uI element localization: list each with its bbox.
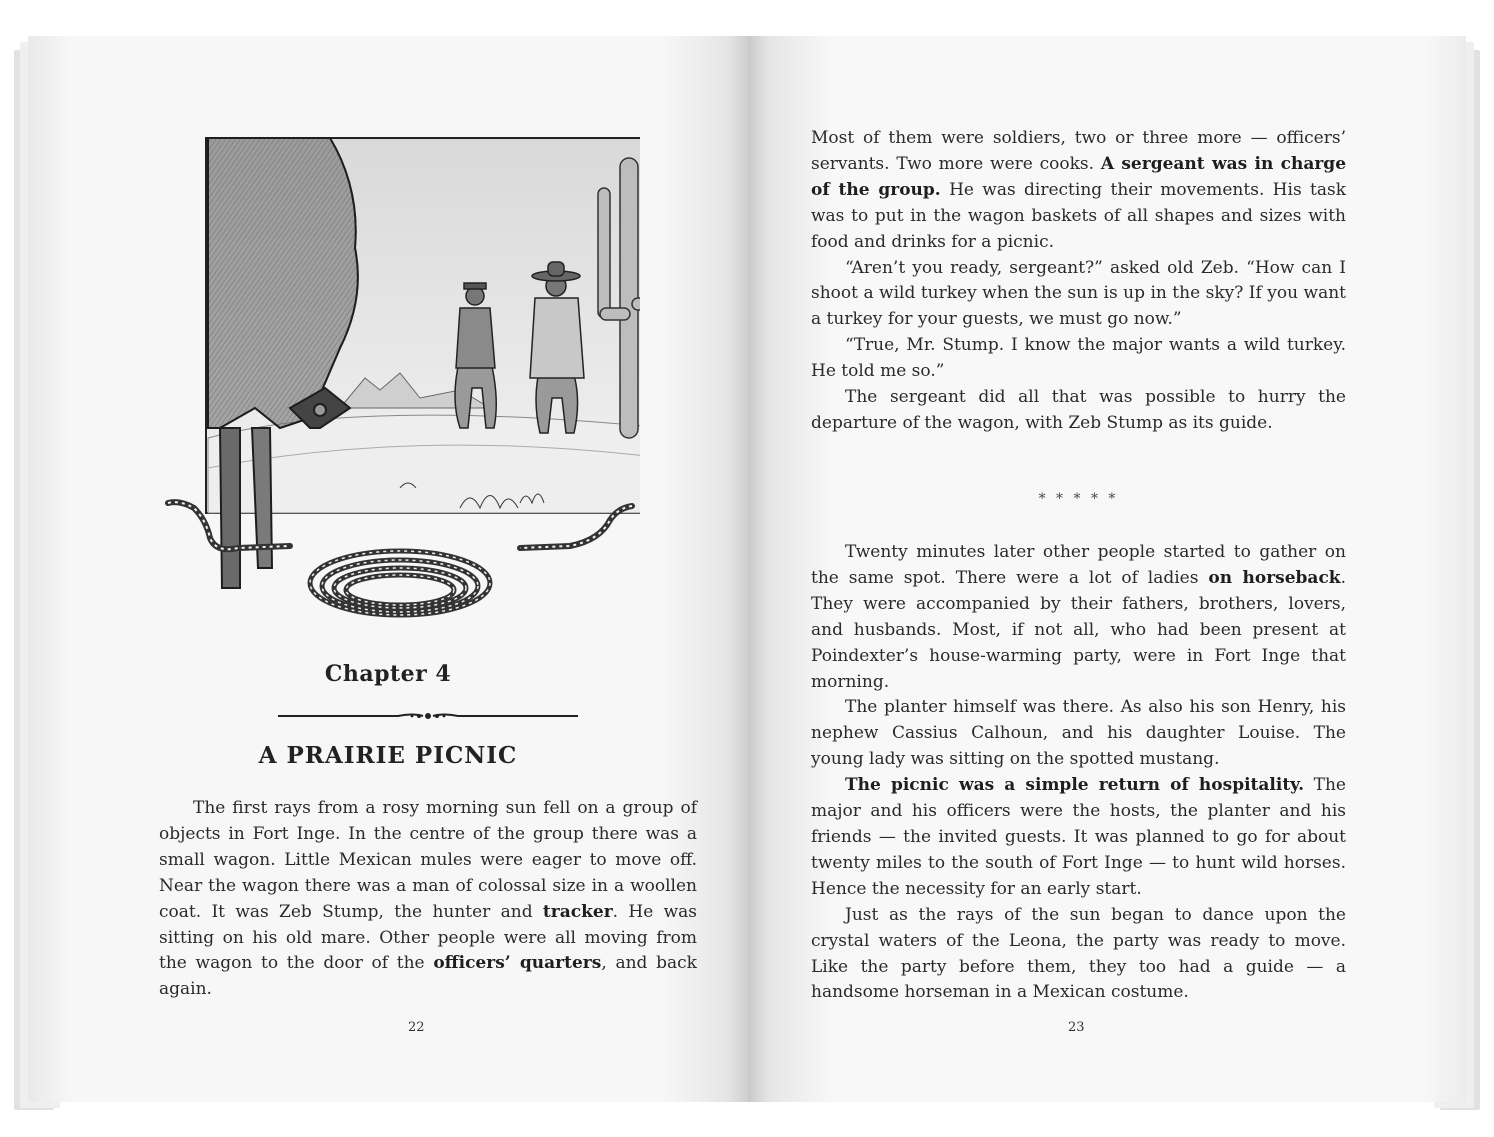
text-run: The sergeant did all that was possible to hurry the departure of the wagon, with Zeb Stump as its guide. [811, 387, 1346, 433]
text-run: He was directing their movements. His task was to put in the wagon baskets of all shapes and sizes with food and drinks for a picnic. [811, 179, 1346, 252]
bold-text-run: on horseback [1208, 567, 1341, 588]
text-run: Most of them were soldiers, two or three more — officers’ servants. Two more were cooks. [811, 128, 1346, 174]
paragraph [811, 903, 1346, 1007]
text-run: The first rays from a rosy morning sun fell on a group of objects in Fort Inge. In the centre of the group there was a small wagon. Little Mexican mules were eager to move off. Near the wagon there was a man of colossal size in a woollen coat. It was Zeb Stump, the hunter and [159, 798, 697, 922]
open-book [14, 28, 1480, 1112]
left-body-text [159, 796, 697, 1003]
left-page [28, 36, 748, 1102]
paragraph [811, 126, 1346, 256]
chapter-title: A PRAIRIE PICNIC [258, 742, 518, 769]
paragraph [811, 540, 1346, 695]
paragraph [159, 796, 697, 1003]
bold-text-run: A sergeant was in charge of the group. [811, 153, 1347, 200]
page-number-right: 23 [1068, 1020, 1085, 1035]
text-run: The planter himself was there. As also his son Henry, his nephew Cassius Calhoun, and his daughter Louise. The young lady was sitting on the spotted mustang. [811, 697, 1346, 770]
paragraph [811, 333, 1346, 385]
text-run: Twenty minutes later other people started to gather on the same spot. There were a lot of ladies [811, 542, 1346, 588]
riders-and-lasso-illustration [160, 128, 640, 633]
paragraph [811, 256, 1346, 334]
chapter-divider-ornament [278, 706, 578, 726]
paragraph [811, 695, 1346, 773]
page-number-left: 22 [408, 1020, 425, 1035]
bold-text-run: The picnic was a simple return of hospitality. [845, 775, 1305, 796]
text-run: Just as the rays of the sun began to dance upon the crystal waters of the Leona, the party was ready to move. Like the party before them, they too had a guide — a handsome horseman in a Mexican costume. [811, 904, 1346, 1003]
text-run: . He was sitting on his old mare. Other people were all moving from the wagon to the door of the [159, 901, 697, 974]
text-run: “True, Mr. Stump. I know the major wants a wild turkey. He told me so.” [811, 335, 1346, 382]
paragraph [811, 385, 1346, 437]
bold-text-run: tracker [542, 901, 613, 922]
text-run: , and back again. [159, 953, 697, 1000]
right-page [748, 36, 1466, 1102]
text-run: The major and his officers were the hosts, the planter and his friends — the invited guests. It was planned to go for about twenty miles to the south of Fort Inge — to hunt wild horses. Hence the necessity for an early start. [811, 775, 1346, 899]
text-run: . They were accompanied by their fathers, brothers, lovers, and husbands. Most, if not all, who had been present at Poindexter’s house-warming party, were in Fort Inge that morning. [811, 567, 1346, 692]
right-body-text-bottom [811, 540, 1346, 1006]
right-body-text-top [811, 126, 1346, 437]
bold-text-run: officers’ quarters [433, 953, 602, 974]
section-separator: * * * * * [1038, 491, 1119, 507]
chapter-number: Chapter 4 [324, 661, 452, 687]
text-run: “Aren’t you ready, sergeant?” asked old Zeb. “How can I shoot a wild turkey when the sun is up in the sky? If you want a turkey for your guests, we must go now.” [811, 257, 1346, 330]
paragraph [811, 773, 1346, 903]
